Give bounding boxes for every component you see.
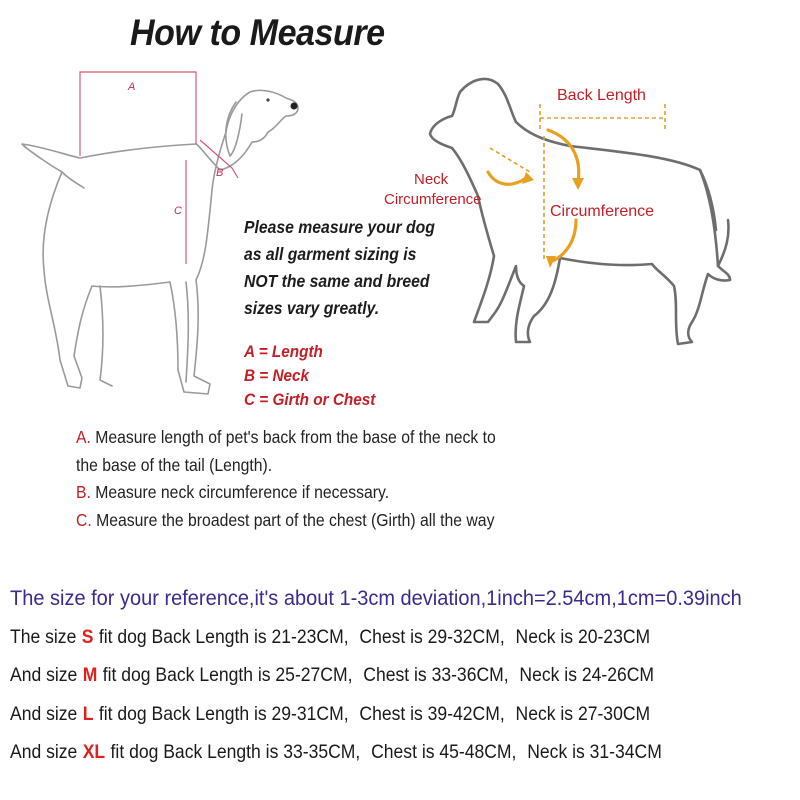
size-neck: Neck is 20-23CM <box>515 626 651 648</box>
circumference-arrow-bottom <box>550 220 576 262</box>
page-title: How to Measure <box>130 12 385 53</box>
size-neck: Neck is 24-26CM <box>519 664 655 686</box>
neck-arrow <box>488 172 526 184</box>
size-chest: Chest is 45-48CM, <box>371 741 517 763</box>
size-code: S <box>81 626 94 648</box>
note-line: NOT the same and breed <box>244 271 430 291</box>
size-row-prefix: And size <box>10 703 78 725</box>
size-chest: Chest is 33-36CM, <box>363 664 509 686</box>
size-reference-note: The size for your reference,it's about 1-3cm deviation,1inch=2.54cm,1cm=0.39inch <box>10 586 742 610</box>
size-neck: Neck is 31-34CM <box>527 741 662 763</box>
left-dog-nose <box>291 103 298 110</box>
instruction-b-text: Measure neck circumference if necessary. <box>90 482 390 502</box>
size-back-length: fit dog Back Length is 25-27CM, <box>102 664 353 686</box>
legend-c: C = Girth or Chest <box>244 390 376 409</box>
legend-b: B = Neck <box>244 366 310 385</box>
legend-a: A = Length <box>244 342 323 361</box>
size-back-length: fit dog Back Length is 21-23CM, <box>98 626 349 648</box>
measure-instructions <box>76 424 496 534</box>
instruction-a-continued: the base of the tail (Length). <box>76 454 273 475</box>
circumference-label: Circumference <box>550 203 655 220</box>
size-chest: Chest is 29-32CM, <box>359 626 505 648</box>
measure-line-a <box>80 72 196 156</box>
instruction-c-text: Measure the broadest part of the chest (Girth) all the way <box>91 509 495 530</box>
note-line: Please measure your dog <box>244 217 435 237</box>
instruction-a-letter: A. <box>76 427 91 447</box>
measure-legend <box>244 340 375 412</box>
size-row <box>10 703 650 726</box>
note-line: as all garment sizing is <box>244 244 417 264</box>
size-code: L <box>82 703 94 725</box>
size-code: M <box>82 664 98 686</box>
instruction-c-letter: C. <box>76 509 92 530</box>
instruction-a <box>76 424 496 452</box>
size-code: XL <box>82 741 106 763</box>
instruction-a-text: Measure length of pet's back from the base of the neck to <box>90 427 496 447</box>
instruction-b <box>76 479 496 507</box>
neck-guide-line <box>490 148 530 172</box>
left-dog-eye <box>266 98 269 101</box>
size-row-prefix: The size <box>10 626 77 648</box>
note-line: sizes vary greatly. <box>244 298 380 318</box>
label-a: A <box>128 81 136 93</box>
size-back-length: fit dog Back Length is 33-35CM, <box>110 741 361 763</box>
instruction-b-letter: B. <box>76 482 91 502</box>
size-row-prefix: And size <box>10 741 78 763</box>
size-row <box>10 741 662 764</box>
circumference-arrow-top <box>548 130 579 182</box>
instruction-c <box>76 507 496 535</box>
size-row <box>10 626 650 649</box>
neck-label-line1: Neck <box>414 171 449 188</box>
size-neck: Neck is 27-30CM <box>515 703 651 725</box>
back-length-label: Back Length <box>557 87 646 104</box>
label-c: C <box>174 205 182 217</box>
size-chest: Chest is 39-42CM, <box>359 703 505 725</box>
size-row <box>10 664 654 687</box>
size-back-length: fit dog Back Length is 29-31CM, <box>98 703 349 725</box>
measure-note <box>244 214 435 322</box>
label-b: B <box>216 167 224 179</box>
right-dog-tail-end <box>718 220 729 266</box>
size-row-prefix: And size <box>10 664 78 686</box>
neck-label-line2: Circumference <box>384 191 482 208</box>
